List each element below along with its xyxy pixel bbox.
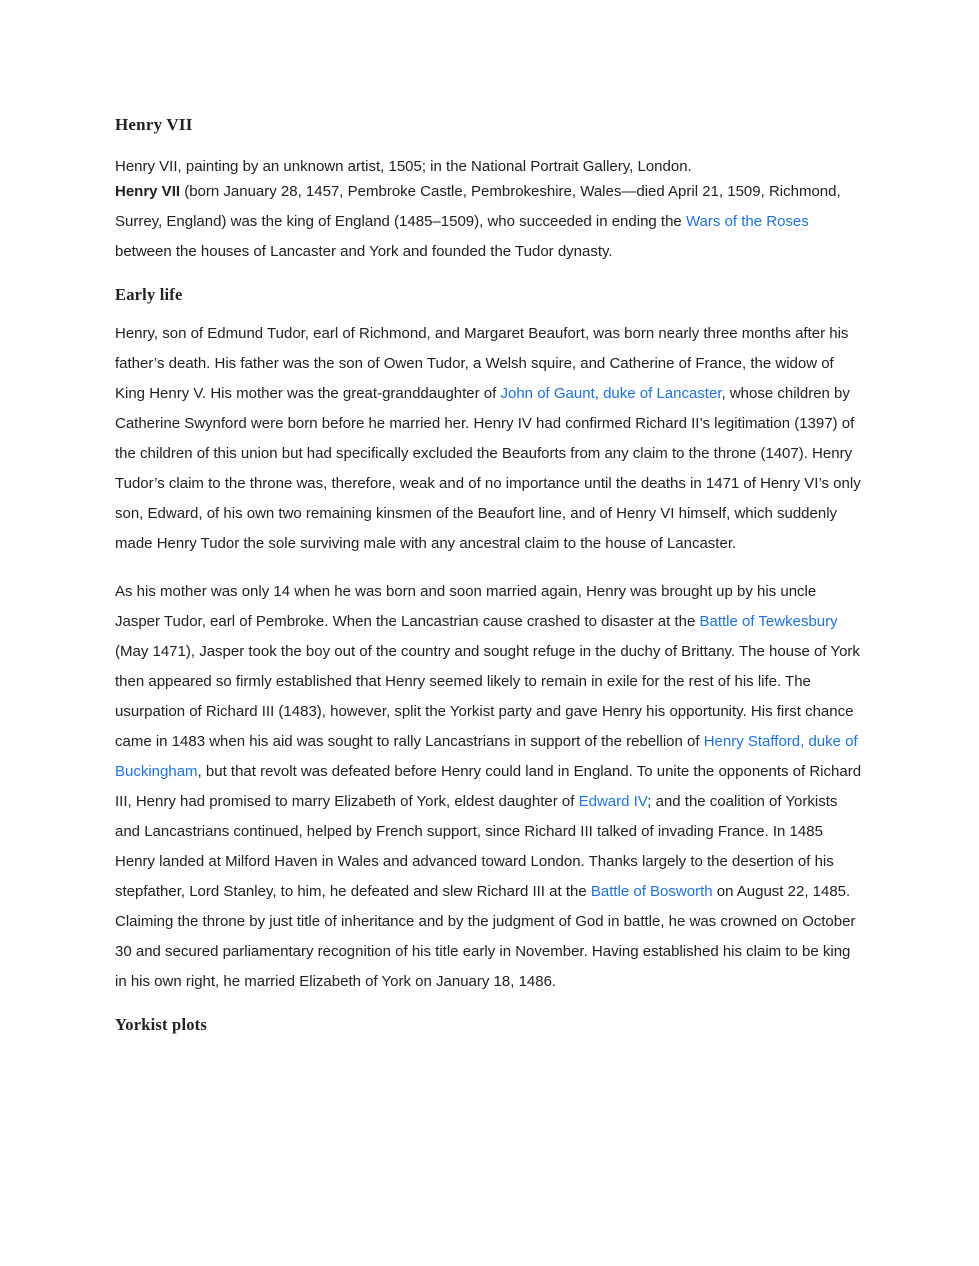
article-body — [115, 177, 863, 1035]
link-john-of-gaunt-duke-of-lancaster[interactable]: John of Gaunt, duke of Lancaster — [500, 385, 722, 402]
link-wars-of-the-roses[interactable]: Wars of the Roses — [685, 213, 809, 230]
image-caption: Henry VII, painting by an unknown artist, 1505; in the National Portrait Gallery, London. — [115, 158, 692, 175]
section-heading-early-life: Early life — [115, 285, 183, 304]
link-henry-stafford-duke-of-buckingham[interactable]: Henry Stafford, duke of Buckingham — [115, 733, 858, 780]
link-battle-of-bosworth[interactable]: Battle of Bosworth — [590, 883, 713, 900]
text-run: on August 22, 1485. Claiming the throne by just title of inheritance and by the judgment of God in battle, he was crowned on October 30 and secured parliamentary recognition of his title early in November. Having established his claim to be king in his own right, he married Elizabeth of York on January 18, 1486. — [115, 883, 856, 990]
paragraph — [115, 177, 863, 267]
text-run: ; and the coalition of Yorkists and Lancastrians continued, helped by French support, since Richard III talked of invading France. In 1485 Henry landed at Milford Haven in Wales and advanced toward London. Thanks largely to the desertion of his stepfather, Lord Stanley, to him, he defeated and slew Richard III at the — [115, 793, 838, 900]
section-heading-yorkist-plots: Yorkist plots — [115, 1015, 207, 1034]
text-run: , but that revolt was defeated before Henry could land in England. To unite the opponents of Richard III, Henry had promised to marry Elizabeth of York, eldest daughter of — [115, 763, 862, 810]
link-battle-of-tewkesbury[interactable]: Battle of Tewkesbury — [699, 613, 838, 630]
paragraph — [115, 319, 863, 559]
text-run: (born January 28, 1457, Pembroke Castle, Pembrokeshire, Wales—died April 21, 1509, Richmond, Surrey, England) was the king of England (1485–1509), who succeeded in ending the — [115, 183, 841, 230]
link-edward-iv[interactable]: Edward IV — [578, 793, 648, 810]
text-run: As his mother was only 14 when he was born and soon married again, Henry was brought up by his uncle Jasper Tudor, earl of Pembroke. When the Lancastrian cause crashed to disaster at the — [115, 583, 817, 630]
page-title: Henry VII — [115, 115, 193, 134]
text-run: (May 1471), Jasper took the boy out of the country and sought refuge in the duchy of Brittany. The house of York then appeared so firmly established that Henry seemed likely to remain in exile for the rest of his life. The usurpation of Richard III (1483), however, split the Yorkist party and gave Henry his opportunity. His first chance came in 1483 when his aid was sought to rally Lancastrians in support of the rebellion of — [115, 643, 860, 750]
text-run: between the houses of Lancaster and York and founded the Tudor dynasty. — [115, 243, 613, 260]
paragraph — [115, 577, 863, 997]
text-run: , whose children by Catherine Swynford were born before he married her. Henry IV had confirmed Richard II’s legitimation (1397) of the children of this union but had specifically excluded the Beauforts from any claim to the throne (1407). Henry Tudor’s claim to the throne was, therefore, weak and of no importance until the deaths in 1471 of Henry VI’s only son, Edward, of his own two remaining kinsmen of the Beaufort line, and of Henry VI himself, which suddenly made Henry Tudor the sole surviving male with any ancestral claim to the house of Lancaster. — [115, 385, 861, 552]
text-run: Henry, son of Edmund Tudor, earl of Richmond, and Margaret Beaufort, was born nearly three months after his father’s death. His father was the son of Owen Tudor, a Welsh squire, and Catherine of France, the widow of King Henry V. His mother was the great-granddaughter of — [115, 325, 849, 402]
bold-text-run: Henry VII — [115, 183, 181, 200]
